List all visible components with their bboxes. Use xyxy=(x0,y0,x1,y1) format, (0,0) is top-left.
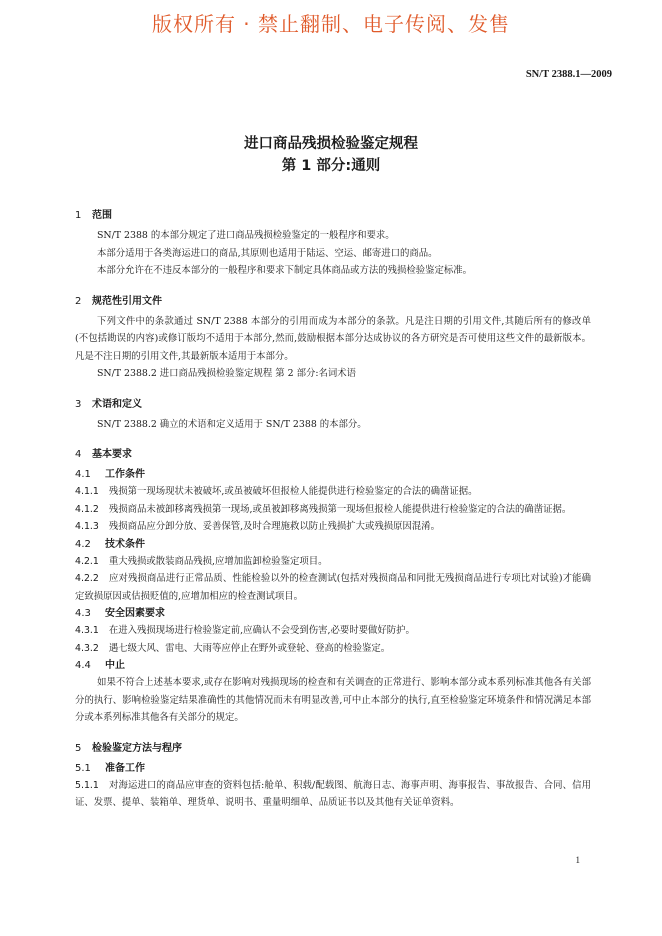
subsection-heading xyxy=(75,605,591,622)
clause xyxy=(75,483,591,501)
standard-number: SN/T 2388.1—2009 xyxy=(525,69,612,80)
clause xyxy=(75,501,591,519)
clause xyxy=(75,640,591,658)
paragraph: 下列文件中的条款通过 SN/T 2388 本部分的引用而成为本部分的条款。凡是注日期的引用文件,其随后所有的修改单(不包括勘误的内容)或修订版均不适用于本部分,然而,鼓励根据本部分达成协议的各方研究是否可使用这些文件的最新版本。凡是不注日期的引用文件,其最新版本适用于本部分。 xyxy=(75,315,591,362)
clause-number: 4.2.1 xyxy=(75,555,99,567)
clause xyxy=(75,622,591,640)
paragraph: SN/T 2388 的本部分规定了进口商品残损检验鉴定的一般程序和要求。 xyxy=(97,230,395,241)
section-number: 2 xyxy=(75,295,82,307)
subsection-title: 工作条件 xyxy=(105,469,145,480)
subsection-number: 5.1 xyxy=(75,762,91,774)
section-title: 检验鉴定方法与程序 xyxy=(92,742,182,754)
subsection-title: 技术条件 xyxy=(105,538,145,550)
section-title: 基本要求 xyxy=(92,449,132,460)
clause xyxy=(75,553,591,571)
clause-text: 遇七级大风、雷电、大雨等应停止在野外或登轮、登高的检验鉴定。 xyxy=(108,642,391,654)
subsection-title: 安全因素要求 xyxy=(105,608,165,619)
clause-text: 应对残损商品进行正常品质、性能检验以外的检查测试(包括对残损商品和同批无残损商品进行专项比对试验)才能确定致损原因或估损贬值的,应增加相应的检查测试项目。 xyxy=(75,573,591,602)
clause-number: 5.1.1 xyxy=(75,779,99,791)
clause-number: 4.1.1 xyxy=(75,486,99,497)
section-heading xyxy=(75,292,591,307)
page-number: 1 xyxy=(575,855,580,865)
paragraph: SN/T 2388.2 确立的术语和定义适用于 SN/T 2388 的本部分。 xyxy=(97,418,367,430)
subsection-number: 4.2 xyxy=(75,538,91,550)
subsection-number: 4.1 xyxy=(75,469,91,480)
paragraph: 本部分允许在不违反本部分的一般程序和要求下制定具体商品或方法的残损检验鉴定标准。 xyxy=(97,265,473,276)
clause-text: 在进入残损现场进行检验鉴定前,应确认不会受到伤害,必要时要做好防护。 xyxy=(108,625,415,636)
copyright-watermark: 版权所有 · 禁止翻制、电子传阅、发售 xyxy=(151,12,511,36)
document-body xyxy=(75,206,591,812)
clause-number: 4.3.2 xyxy=(75,642,99,654)
clause xyxy=(75,518,591,536)
document-subtitle: 第 1 部分:通则 xyxy=(281,158,381,174)
clause xyxy=(75,570,591,605)
clause-number: 4.1.2 xyxy=(75,503,99,515)
paragraph: 本部分适用于各类海运进口的商品,其原则也适用于陆运、空运、邮寄进口的商品。 xyxy=(97,247,438,259)
clause-number: 4.1.3 xyxy=(75,521,99,532)
section-heading xyxy=(75,739,591,754)
clause-text: 残损第一现场现状未被破坏,或虽被破坏但报检人能提供进行检验鉴定的合法的确凿证据。 xyxy=(108,486,478,497)
subsection-heading xyxy=(75,536,591,553)
section-number: 4 xyxy=(75,449,82,460)
subsection-title: 中止 xyxy=(105,660,125,671)
subsection-heading xyxy=(75,466,591,483)
document-title: 进口商品残损检验鉴定规程 xyxy=(244,136,418,152)
clause-text: 残损商品应分卸分放、妥善保管,及时合理施救以防止残损扩大或残损原因混淆。 xyxy=(108,521,440,532)
section-heading xyxy=(75,395,591,410)
subsection-number: 4.3 xyxy=(75,608,91,619)
normative-reference: SN/T 2388.2 进口商品残损检验鉴定规程 第 2 部分:名词术语 xyxy=(97,368,356,379)
clause xyxy=(75,777,591,812)
section-number: 1 xyxy=(75,210,82,221)
section-title: 范围 xyxy=(92,210,112,221)
clause-text: 残损商品未被卸移离残损第一现场,或虽被卸移离残损第一现场但报检人能提供进行检验鉴定的合法的确凿证据。 xyxy=(108,503,572,515)
paragraph: 如果不符合上述基本要求,或存在影响对残损现场的检查和有关调查的正常进行、影响本部分或本系列标准其他各有关部分的执行、影响检验鉴定结果准确性的其他情况而未有明显改善,可中止本部分的执行,直至检验鉴定环境条件和情况满足本部分或本系列标准其他各有关部分的规定。 xyxy=(75,677,591,723)
clause-text: 重大残损或散装商品残损,应增加监卸检验鉴定项目。 xyxy=(108,555,328,567)
subsection-number: 4.4 xyxy=(75,660,91,671)
subsection-heading xyxy=(75,760,591,777)
subsection-heading xyxy=(75,657,591,674)
section-title: 术语和定义 xyxy=(92,398,142,410)
clause-number: 4.2.2 xyxy=(75,573,99,584)
section-title: 规范性引用文件 xyxy=(92,295,162,307)
section-heading xyxy=(75,445,591,460)
clause-text: 对海运进口的商品应审查的资料包括:舱单、积载/配载图、航海日志、海事声明、海事报告、事故报告、合同、信用证、发票、提单、装箱单、理货单、说明书、重量明细单、品质证书以及其他有关证单资料。 xyxy=(75,779,591,808)
clause-number: 4.3.1 xyxy=(75,625,99,636)
section-number: 3 xyxy=(75,398,82,410)
subsection-title: 准备工作 xyxy=(105,762,145,774)
section-number: 5 xyxy=(75,742,82,754)
section-heading xyxy=(75,206,591,221)
